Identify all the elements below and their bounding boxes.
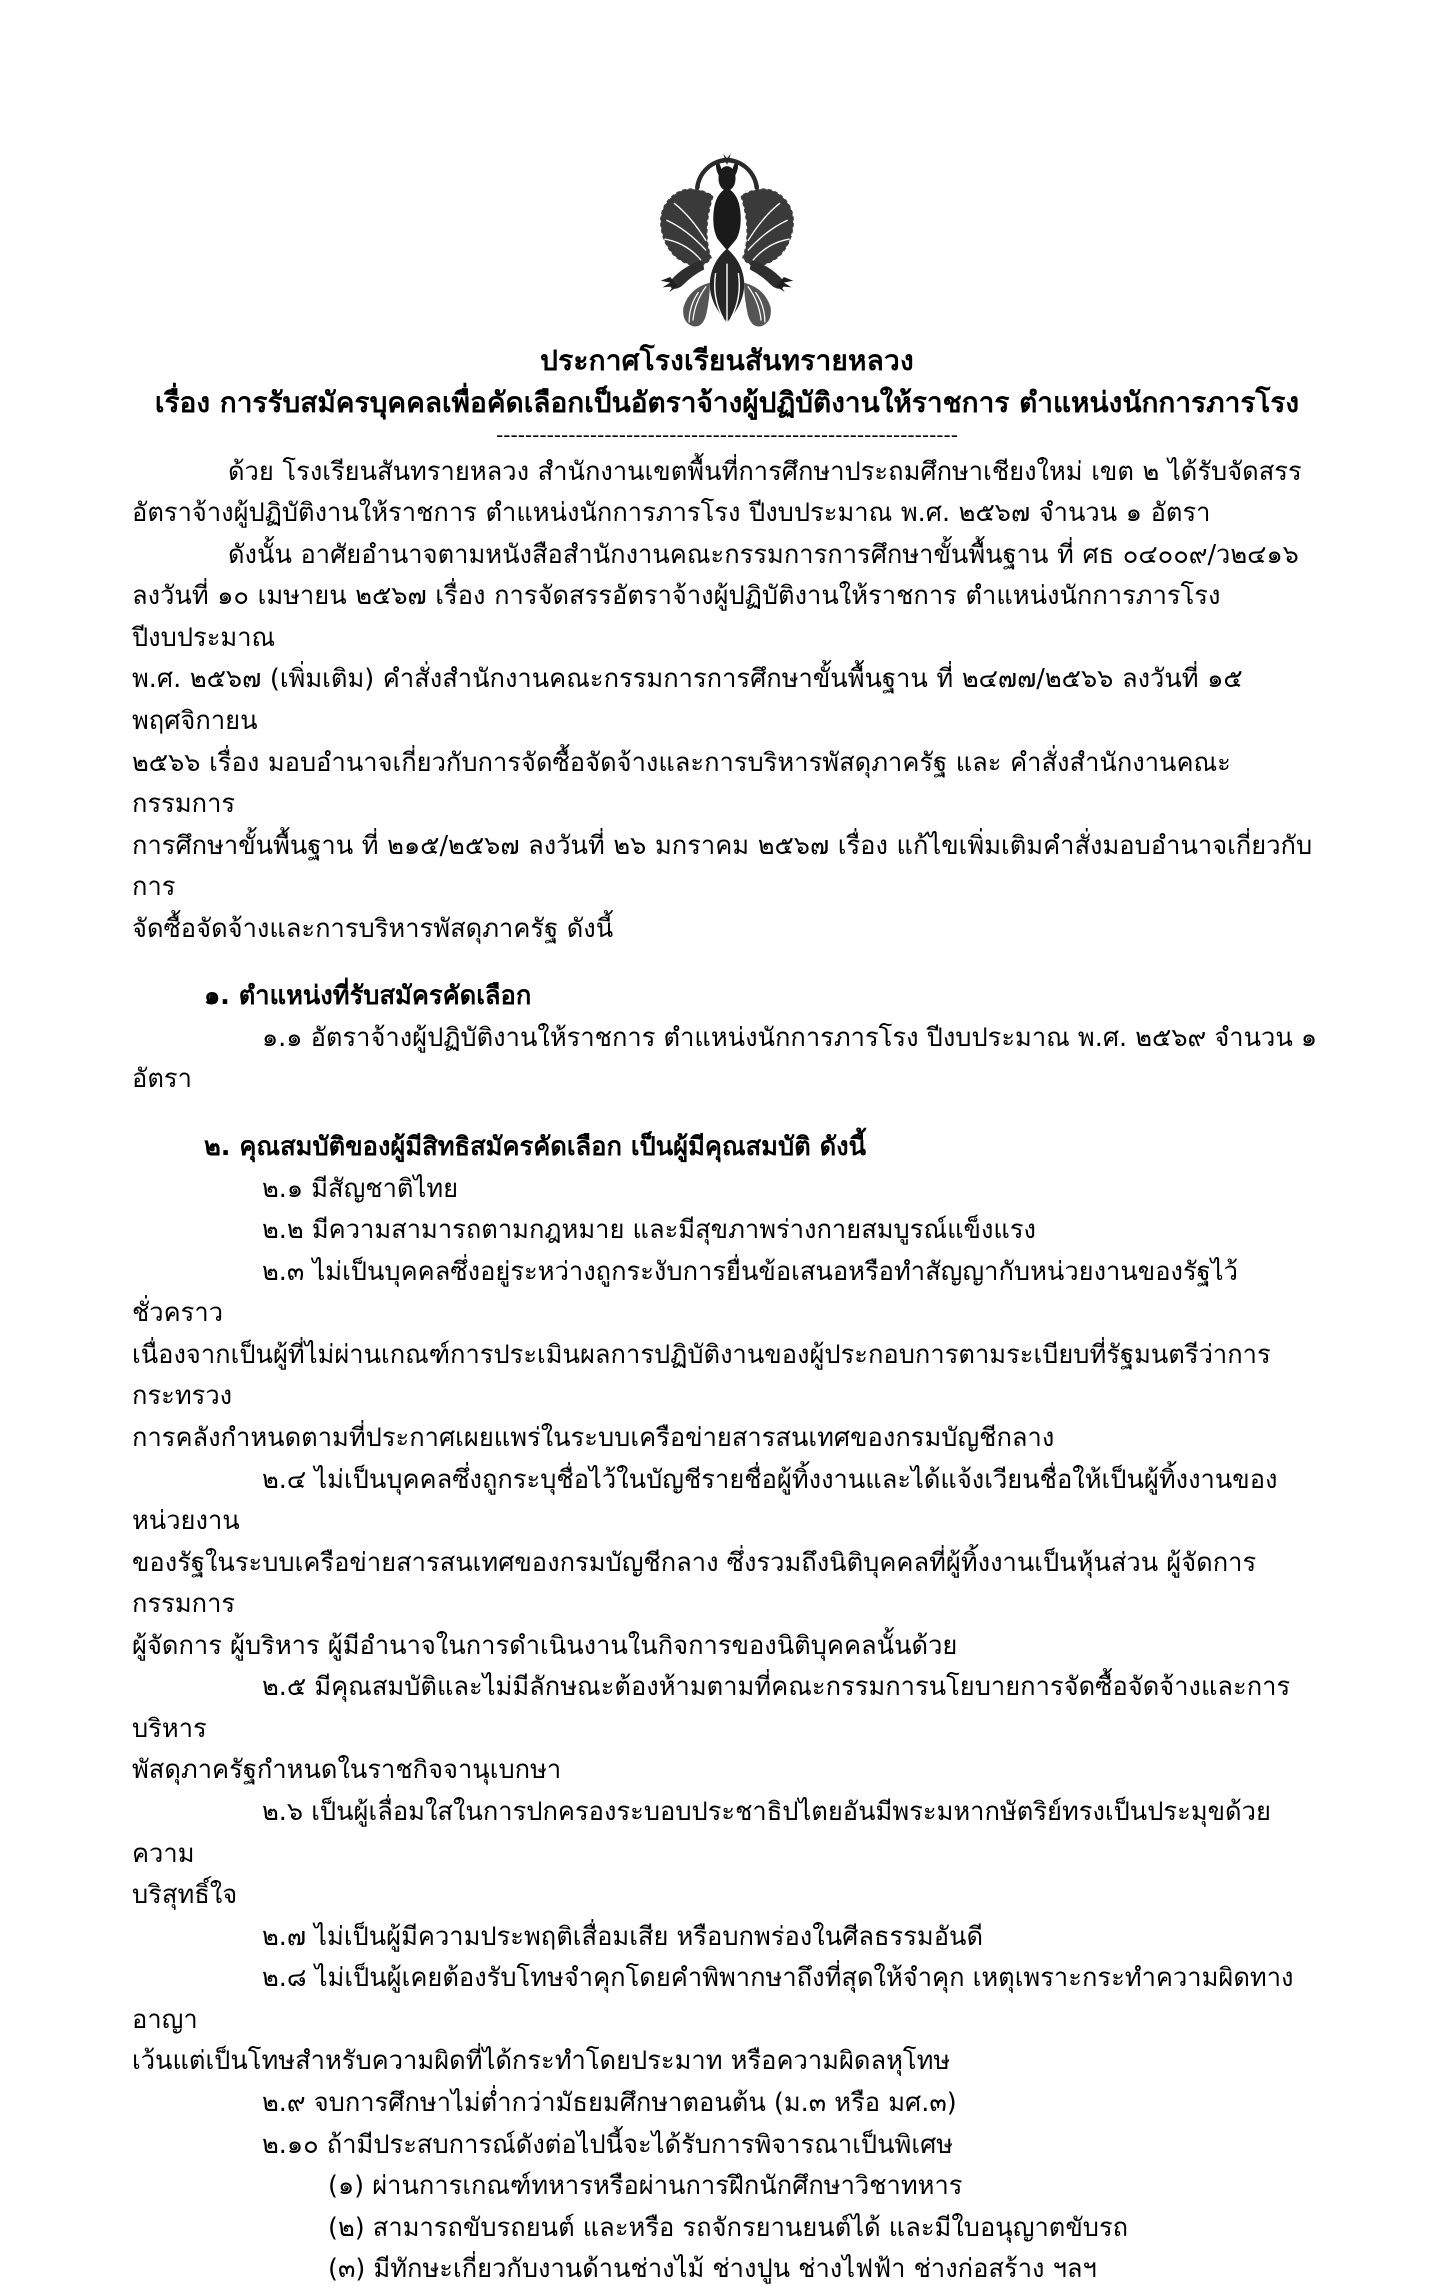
preamble-paragraph-2-line-6: จัดซื้อจัดจ้างและการบริหารพัสดุภาครัฐ ดังนี้: [132, 913, 614, 944]
garuda-emblem: [632, 150, 822, 330]
spacer: [132, 1101, 1322, 1127]
preamble-paragraph-2-line-4: ๒๕๖๖ เรื่อง มอบอำนาจเกี่ยวกับการจัดซื้อจัดจ้างและการบริหารพัสดุภาครัฐ และ คำสั่งสำนักงานคณะกรรมการ: [132, 747, 1231, 820]
item-2-5-line-2: พัสดุภาครัฐกำหนดในราชกิจจานุเบกษา: [132, 1755, 562, 1786]
section-2-heading: [132, 1127, 1322, 1169]
preamble-paragraph-2-line-3: พ.ศ. ๒๕๖๗ (เพิ่มเติม) คำสั่งสำนักงานคณะกรรมการการศึกษาขั้นพื้นฐาน ที่ ๒๔๗๗/๒๕๖๖ ลงวันที่ ๑๕ พฤศจิกายน: [132, 664, 1243, 736]
item-2-3-line-3: การคลังกำหนดตามที่ประกาศเผยแพร่ในระบบเครือข่ายสารสนเทศของกรมบัญชีกลาง: [132, 1422, 1055, 1453]
item-1-1: ๑.๑ อัตราจ้างผู้ปฏิบัติงานให้ราชการ ตำแหน่งนักการภารโรง ปีงบประมาณ พ.ศ. ๒๕๖๙ จำนวน ๑ อัตรา: [132, 1022, 1318, 1095]
document-content: [132, 0, 1322, 2291]
document-title: ประกาศโรงเรียนสันทรายหลวง: [540, 344, 914, 377]
title-separator: ----------------------------------------------------------------: [496, 422, 958, 447]
section-1-heading: [132, 976, 1322, 1018]
preamble-paragraph-1-line-1: ด้วย โรงเรียนสันทรายหลวง สำนักงานเขตพื้นที่การศึกษาประถมศึกษาเชียงใหม่ เขต ๒ ได้รับจัดสรร: [228, 456, 1302, 487]
emblem-container: [132, 0, 1322, 330]
item-2-4-line-2: ของรัฐในระบบเครือข่ายสารสนเทศของกรมบัญชีกลาง ซึ่งรวมถึงนิติบุคคลที่ผู้ทิ้งงานเป็นหุ้นส่วน ผู้จัดการ กรรมการ: [132, 1547, 1257, 1620]
section-2-heading-text: ๒. คุณสมบัติของผู้มีสิทธิสมัครคัดเลือก: [204, 1132, 622, 1163]
item-2-5: ๒.๕ มีคุณสมบัติและไม่มีลักษณะต้องห้ามตามที่คณะกรรมการนโยบายการจัดซื้อจัดจ้างและการบริหาร: [132, 1672, 1291, 1744]
item-2-3: ๒.๓ ไม่เป็นบุคคลซึ่งอยู่ระหว่างถูกระงับการยื่นข้อเสนอหรือทำสัญญากับหน่วยงานของรัฐไว้ชั่วคราว: [132, 1256, 1238, 1329]
subitem-2-10-3: (๓) มีทักษะเกี่ยวกับงานด้านช่างไม้ ช่างปูน ช่างไฟฟ้า ช่างก่อสร้าง ฯลฯ: [328, 2254, 1097, 2285]
item-2-8: ๒.๘ ไม่เป็นผู้เคยต้องรับโทษจำคุกโดยคำพิพากษาถึงที่สุดให้จำคุก เหตุเพราะกระทำความผิดทางอาญา: [132, 1963, 1294, 2035]
section-2-heading-suffix: เป็นผู้มีคุณสมบัติ ดังนี้: [621, 1132, 867, 1163]
preamble-paragraph-2-line-1: ดังนั้น อาศัยอำนาจตามหนังสือสำนักงานคณะกรรมการการศึกษาขั้นพื้นฐาน ที่ ศธ ๐๔๐๐๙/ว๒๔๑๖: [228, 539, 1299, 570]
spacer: [132, 950, 1322, 976]
preamble-paragraph-2-line-2: ลงวันที่ ๑๐ เมษายน ๒๕๖๗ เรื่อง การจัดสรรอัตราจ้างผู้ปฏิบัติงานให้ราชการ ตำแหน่งนักการภารโรง ปีงบประมาณ: [132, 581, 1221, 653]
item-2-4: ๒.๔ ไม่เป็นบุคคลซึ่งถูกระบุชื่อไว้ในบัญชีรายชื่อผู้ทิ้งงานและได้แจ้งเวียนชื่อให้เป็นผู้ทิ้งงานของหน่วยงาน: [132, 1464, 1278, 1537]
subitem-2-10-1: (๑) ผ่านการเกณฑ์ทหารหรือผ่านการฝึกนักศึกษาวิชาทหาร: [328, 2171, 963, 2202]
item-2-8-line-2: เว้นแต่เป็นโทษสำหรับความผิดที่ได้กระทำโดยประมาท หรือความผิดลหุโทษ: [132, 2046, 951, 2077]
section-1-heading-text: ๑. ตำแหน่งที่รับสมัครคัดเลือก: [204, 981, 532, 1012]
item-2-3-line-2: เนื่องจากเป็นผู้ที่ไม่ผ่านเกณฑ์การประเมินผลการปฏิบัติงานของผู้ประกอบการตามระเบียบที่รัฐมนตรีว่าการกระทรวง: [132, 1339, 1271, 1412]
item-2-9: ๒.๙ จบการศึกษาไม่ต่ำกว่ามัธยมศึกษาตอนต้น (ม.๓ หรือ มศ.๓): [262, 2087, 957, 2118]
subitem-2-10-2: (๒) สามารถขับรถยนต์ และหรือ รถจักรยานยนต์ได้ และมีใบอนุญาตขับรถ: [328, 2212, 1129, 2243]
preamble-paragraph-2-line-5: การศึกษาขั้นพื้นฐาน ที่ ๒๑๕/๒๕๖๗ ลงวันที่ ๒๖ มกราคม ๒๕๖๗ เรื่อง แก้ไขเพิ่มเติมคำสั่งมอบอำนาจเกี่ยวกับการ: [132, 830, 1313, 903]
preamble-paragraph-1-line-2: อัตราจ้างผู้ปฏิบัติงานให้ราชการ ตำแหน่งนักการภารโรง ปีงบประมาณ พ.ศ. ๒๕๖๗ จำนวน ๑ อัตรา: [132, 498, 1211, 529]
item-2-1: ๒.๑ มีสัญชาติไทย: [262, 1173, 459, 1204]
item-2-4-line-3: ผู้จัดการ ผู้บริหาร ผู้มีอำนาจในการดำเนินงานในกิจการของนิติบุคคลนั้นด้วย: [132, 1630, 958, 1661]
document-subtitle: เรื่อง การรับสมัครบุคคลเพื่อคัดเลือกเป็นอัตราจ้างผู้ปฏิบัติงานให้ราชการ ตำแหน่งนักการภารโรง: [154, 385, 1300, 419]
item-2-2: ๒.๒ มีความสามารถตามกฎหมาย และมีสุขภาพร่างกายสมบูรณ์แข็งแรง: [262, 1215, 1037, 1246]
item-2-10: ๒.๑๐ ถ้ามีประสบการณ์ดังต่อไปนี้จะได้รับการพิจารณาเป็นพิเศษ: [262, 2129, 954, 2160]
item-2-6: ๒.๖ เป็นผู้เลื่อมใสในการปกครองระบอบประชาธิปไตยอันมีพระมหากษัตริย์ทรงเป็นประมุขด้วยความ: [132, 1797, 1271, 1869]
item-2-6-line-2: บริสุทธิ์ใจ: [132, 1880, 238, 1911]
item-2-7: ๒.๗ ไม่เป็นผู้มีความประพฤติเสื่อมเสีย หรือบกพร่องในศีลธรรมอันดี: [262, 1921, 984, 1952]
